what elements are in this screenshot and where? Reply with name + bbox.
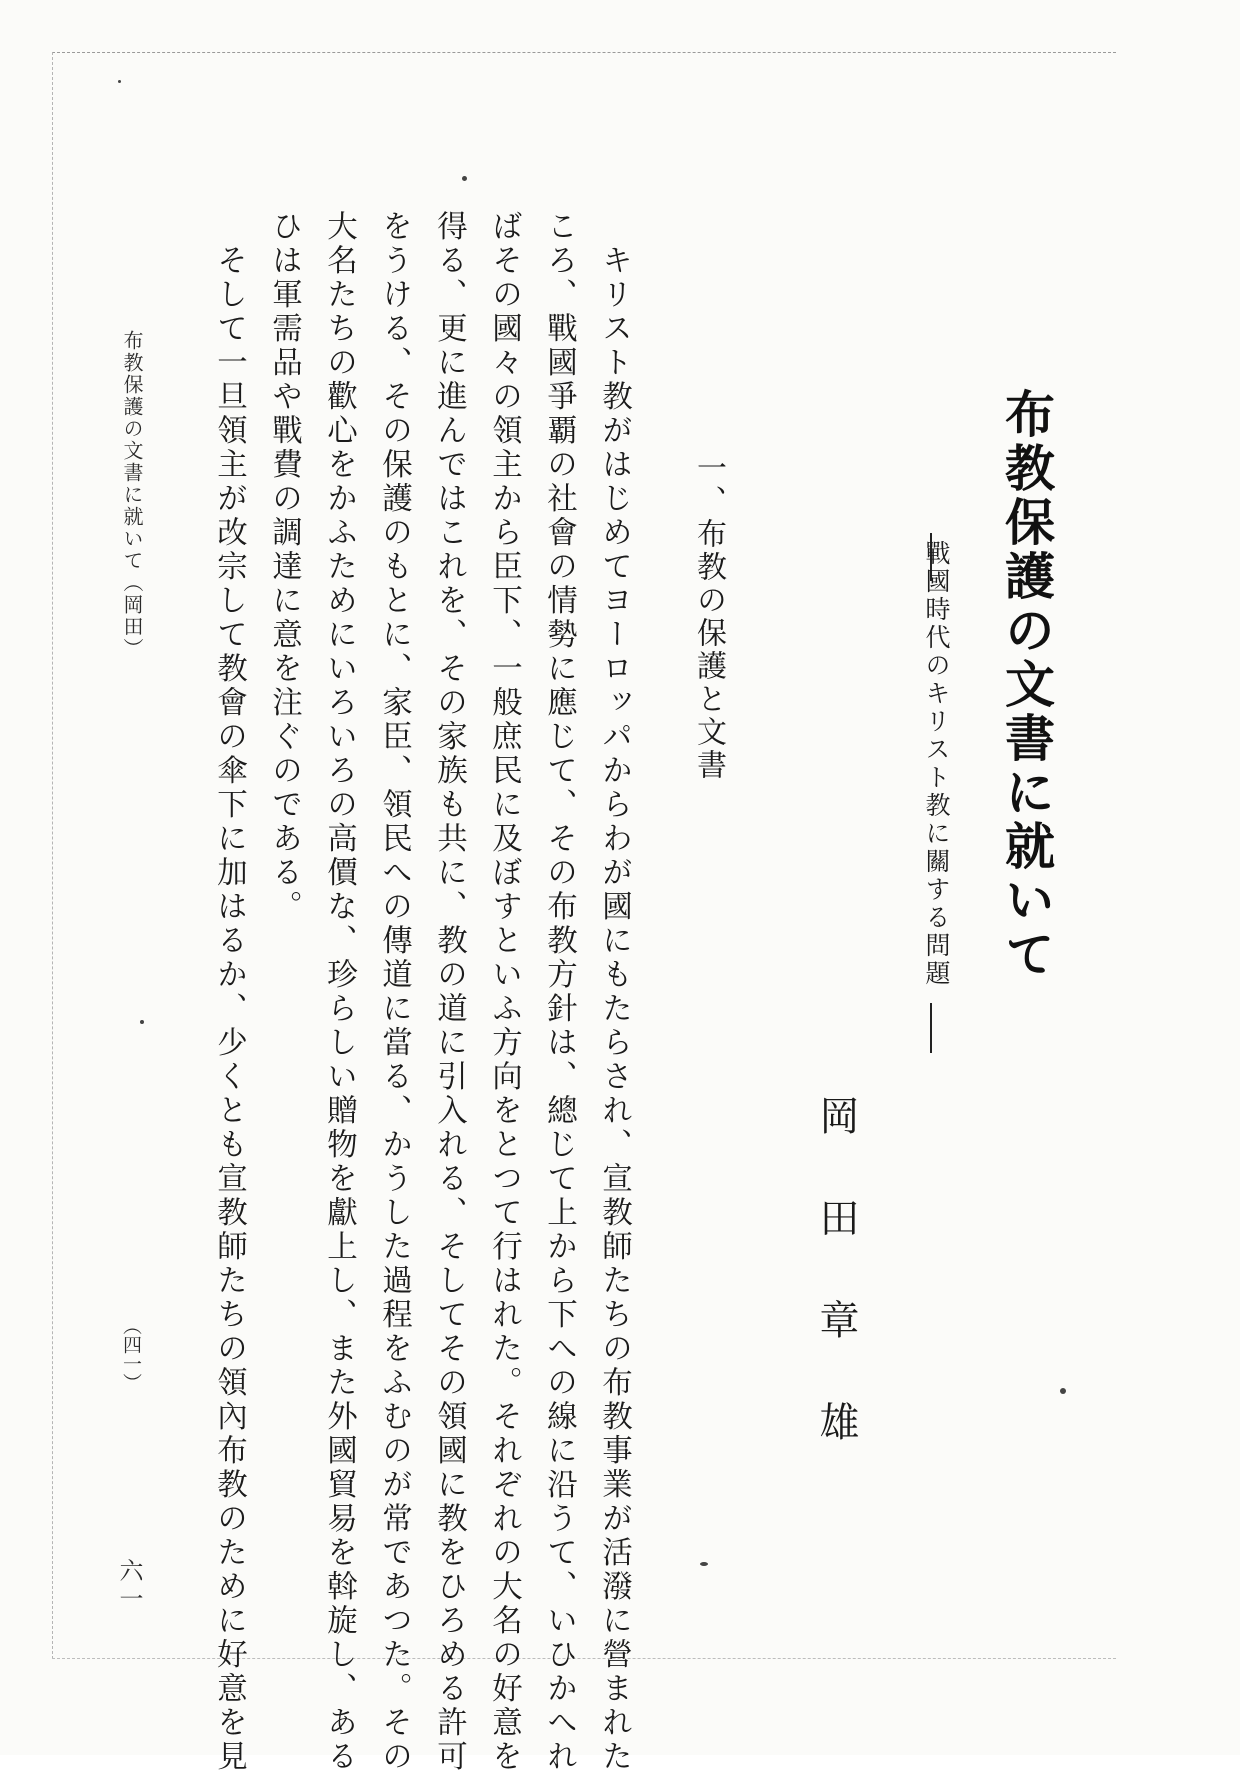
article-title: 布教保護の文書に就いて [997, 388, 1056, 982]
subtitle-dash-bottom [930, 1003, 932, 1053]
running-head: 布教保護の文書に就いて（岡田） [120, 330, 144, 660]
body-line: をうける、その保護のもとに、家臣、領民への傳道に當る、かうした過程をふむのが常であつた。その [376, 210, 412, 1774]
scan-speck [462, 176, 467, 181]
scan-speck [700, 1562, 708, 1566]
body-line: 得る、更に進んではこれを、その家族も共に、教の道に引入れる、そしてその領國に教をひろめる許可 [431, 210, 467, 1774]
body-line: 大名たちの歡心をかふためにいろいろの高價な、珍らしい贈物を獻上し、また外國貿易を斡旋し、ある [321, 210, 357, 1774]
body-line: キリスト教がはじめてヨーロッパからわが國にもたらされ、宣教師たちの布教事業が活潑に營まれた [596, 210, 632, 1774]
body-line: ころ、戰國爭覇の社會の情勢に應じて、その布教方針は、總じて上から下への線に沿うて、いひかへれ [541, 210, 577, 1774]
scan-speck [140, 1020, 144, 1024]
body-line: そして一旦領主が改宗して教會の傘下に加はるか、少くとも宣教師たちの領內布教のために好意を見 [211, 210, 247, 1774]
author-name: 岡田章雄 [813, 1095, 859, 1503]
body-line: ひは軍需品や戰費の調達に意を注ぐのである。 [266, 210, 302, 924]
article-subtitle: 戰國時代のキリスト教に關する問題 [922, 540, 951, 988]
page-number: 六一 [115, 1558, 143, 1614]
body-line: ばその國々の領主から臣下、一般庶民に及ぼすといふ方向をとつて行はれた。それぞれの大名の好意を [486, 210, 522, 1774]
scan-speck [1060, 1388, 1066, 1394]
folio-parenthetical: （四一） [120, 1316, 142, 1392]
scan-speck [118, 80, 121, 83]
section-heading: 一、布教の保護と文書 [691, 452, 726, 782]
